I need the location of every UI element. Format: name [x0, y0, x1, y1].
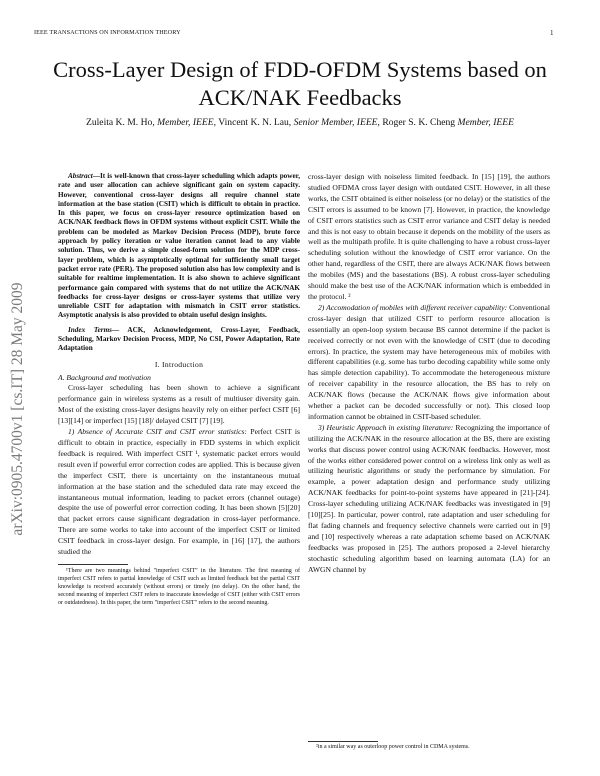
right-paragraph-1: cross-layer design with noiseless limited feedback. In [15] [19], the authors studied OFDMA cross layer design with outdated CSIT. However, in all these works, the CSIT obtained is either noiseless (or no delay) or the statistics of the CSIT errors is assumed to be known [7]. However, in practice, the knowledge of CSIT errors statistics such as CSIT error variance and CSIT delay is needed and this is not easy to obtain because it depends on the mobility of the users as well as the multipath profile. It is quite challenging to have a robust cross-layer scheduling solution without the knowledge of CSIT error variance. On the other hand, regardless of the CSIT, there are always ACK/NAK flows between the mobiles (MS) and the basestations (BS). A robust cross-layer scheduling should make the best use of the ACK/NAK information which is embedded in the protocol. ²	[308, 172, 550, 301]
page-number: 1	[550, 29, 554, 37]
author-1-role: Member, IEEE,	[157, 117, 217, 128]
author-1-name: Zuleita K. M. Ho,	[85, 117, 155, 128]
subsection-heading-background: A. Background and motivation	[58, 372, 151, 382]
intro-paragraph-1: Cross-layer scheduling has been shown to achieve a significant performance gain in wireless systems as a result of multiuser diversity gain. Most of the existing cross-layer designs heavily rely on either perfect CSIT [6] [13][14] or imperfect [15] [18]/ delayed CSIT [7] [19].	[58, 383, 300, 426]
arxiv-stamp: arXiv:0905.4700v1 [cs.IT] 28 May 2009	[9, 282, 26, 536]
author-3-role: Member, IEEE	[457, 117, 514, 128]
author-list	[20, 117, 580, 128]
left-column	[58, 172, 300, 607]
paragraph-accomodation-lead: 2) Accomodation of mobiles with different receiver capability:	[318, 302, 508, 312]
footnote-1: ¹There are two meanings behind "imperfect CSIT" in the literature. The first meaning of imperfect CSIT refers to partial knowledge of CSIT such as limited feedback but the partial CSIT knowledge is received accurately (without errors) or timely (no delay). On the other hand, the second meaning of imperfect CSIT refers to inaccurate knowledge of CSIT (either with CSIT errors or outdatedness). In this paper, the term "imperfect CSIT" refers to the second meaning.	[58, 567, 300, 606]
paragraph-accomodation-body: Conventional cross-layer design that utilized CSIT to perform resource allocation is essentially an open-loop system because BS cannot determine if the packet is received correctly or not even with the knowledge of CSIT (due to decoding errors). In practice, the system may have heterogeneous mix of mobiles with different capabilities (e.g. some has turbo decoding capability while some only has simple detection capability). To accommodate the heterogeneous mixture of receiver capability in the resource allocation, the BS has to rely on ACK/NAK flows (because the ACK/NAK flows give information about whether a packet can be decoded successfully or not). This closed loop information cannot be obtained in CSIT-based scheduler.	[308, 302, 550, 421]
right-column	[308, 172, 550, 576]
abstract-label: Abstract	[68, 172, 93, 180]
author-3-name: Roger S. K. Cheng	[382, 117, 456, 128]
footnote-2: ²in a similar way as outerloop power control in CDMA systems.	[316, 744, 470, 750]
footnote-divider	[58, 564, 128, 565]
journal-header: IEEE TRANSACTIONS ON INFORMATION THEORY	[34, 29, 181, 36]
index-terms	[58, 326, 300, 354]
footnote-2-divider	[308, 741, 378, 742]
index-terms-label: Index Terms	[68, 325, 112, 334]
right-paragraph-2	[308, 303, 550, 423]
paper-title: Cross-Layer Design of FDD-OFDM Systems based on ACK/NAK Feedbacks	[53, 57, 547, 110]
paragraph-heuristic-body: Recognizing the importance of utilizing the ACK/NAK in the resource allocation at the BS, there are existing works that discuss power control using ACK/NAK feedbacks. However, most of the works either considered power control on a wireless link only as well as utilizing heuristic algorithms or study the performance by simulation. For example, a power adaptation design and performance study utilizing ACK/NAK feedbacks for point-to-point systems have appeared in [21]-[24]. Cross-layer scheduling utilizing ACK/NAK feedbacks was investigated in [9] [10][25]. In particular, power control, rate adaptation and user scheduling for flat fading channels and frequency selective channels were carried out in [9] and [10] respectively whereas a rate adaptation scheme based on ACK/NAK feedbacks was proposed in [25]. The authors proposed a 2-level hierarchy stochastic scheduling algorithm based on learning automata (LA) for an AWGN channel by	[308, 422, 550, 574]
index-terms-text: — ACK, Acknowledgement, Cross-Layer, Feedback, Scheduling, Markov Decision Process, MDP, No CSI, Power Adaptation, Rate Adaptation	[58, 325, 300, 353]
intro-paragraph-2	[58, 427, 300, 558]
author-2-role: Senior Member, IEEE,	[293, 117, 380, 128]
abstract	[58, 172, 300, 321]
paragraph-heuristic-lead: 3) Heuristic Approach in existing literature:	[318, 422, 454, 432]
paragraph-2-lead: 1) Absence of Accurate CSIT and CSIT error statistics:	[68, 427, 247, 437]
right-paragraph-3	[308, 423, 550, 576]
section-heading-introduction: I. Introduction	[154, 359, 204, 369]
paragraph-2-body: Perfect CSIT is difficult to obtain in practice, especially in FDD systems in which explicit feedback is required. With imperfect CSIT ¹, systematic packet errors would result even if powerful error correction codes are applied. This is because given the imperfect CSIT, there is uncertainty on the instantaneous mutual information at the base station and the scheduled data rate may exceed the instantaneous mutual information, leading to packet errors (channel outage) despite the use of powerful error correction coding. It has been shown [5][20] that packet errors cause significant degradation in cross-layer performance. There are some works to take into account of the imperfect CSIT or limited CSIT feedback in cross-layer design. For example, in [16] [17], the authors studied the	[58, 427, 300, 557]
abstract-text: —It is well-known that cross-layer scheduling which adapts power, rate and user allocation can achieve significant gain on system capacity. However, conventional cross-layer designs all require channel state information at the base station (CSIT) which is difficult to obtain in practice. In this paper, we focus on cross-layer resource optimization based on ACK/NAK feedback flows in OFDM systems without explicit CSIT. While the problem can be modeled as Markov Decision Process (MDP), brute force approach by policy iteration or value iteration cannot lead to any viable solution. Thus, we derive a simple closed-form solution for the MDP cross-layer problem, which is asymptotically optimal for sufficiently small target packet error rate (PER). The proposed solution also has low complexity and is suitable for realtime implementation. It is also shown to achieve significant performance gain compared with systems that do not utilize the ACK/NAK feedbacks for cross-layer designs or cross-layer systems that utilize very unreliable CSIT for adaptation with mismatch in CSIT error statistics. Asymptotic analysis is also provided to obtain useful design insights.	[58, 172, 300, 320]
author-2-name: Vincent K. N. Lau,	[218, 117, 292, 128]
